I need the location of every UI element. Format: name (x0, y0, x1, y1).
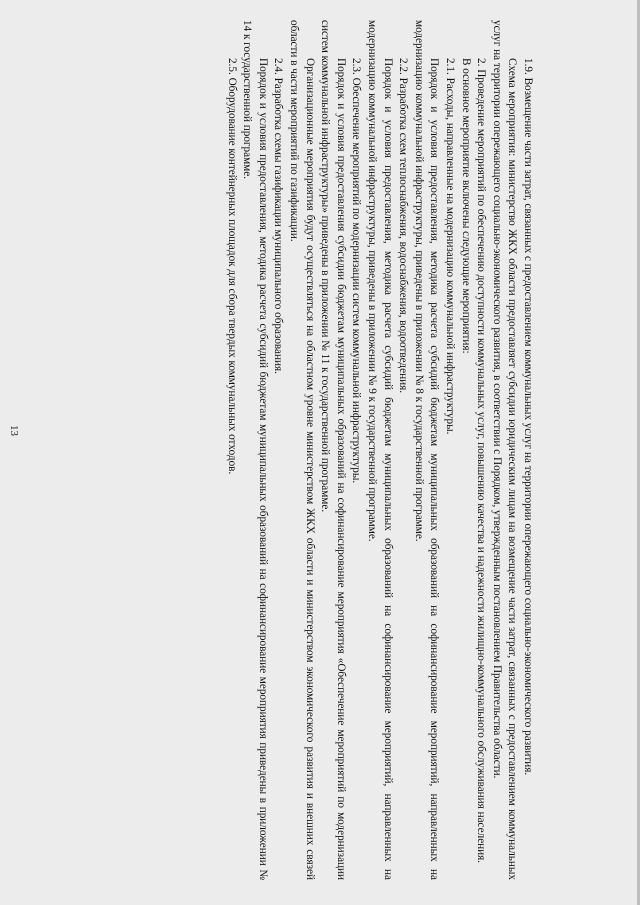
paragraph-2-4-procedure: Порядок и условия предоставления, методика расчета субсидий бюджетам муниципальных образований на софинансирование мероприятия приведены в приложении № 14 к государственной программе. (241, 20, 269, 880)
paragraph-2-5-title: 2.5. Оборудование контейнерных площадок для сбора твердых коммунальных отходов. (225, 58, 238, 475)
paragraph-organizational: Организационные мероприятия будут осуществляться на областном уровне министерством ЖКХ области и министерством экономического развития и внешних связей области в части мероприятий по газификации. (288, 20, 316, 880)
paragraph-1-9-title: 1.9. Возмещение части затрат, связанных с предоставлением коммунальных услуг на территории опережающего социально-экономического развития. (522, 58, 534, 776)
paragraph-1-9-scheme: Схема мероприятия: министерство ЖКХ области предоставляет субсидии юридическим лицам на возмещение части затрат, связанных с предоставлением коммунальных услуг на территории опережающего социально-экономического развития, в соответствии с Порядком, утвержденным постановлением Правительства области. (490, 20, 519, 880)
paragraph-2-intro: В основное мероприятие включены следующие мероприятия: (459, 58, 472, 354)
paragraph-2-1-procedure: Порядок и условия предоставления, методика расчета субсидий бюджетам муниципальных образований на софинансирование мероприятий, направленных на модернизацию коммунальной инфраструктуры, приведены в приложении № 8 к государственной программе. (412, 20, 441, 880)
paragraph-2-3-title: 2.3. Обеспечение мероприятий по модернизации систем коммунальной инфраструктуры. (350, 58, 363, 484)
paragraph-2-2-title: 2.2. Разработка схем теплоснабжения, водоснабжения, водоотведения. (397, 58, 410, 394)
paragraph-2-1-title: 2.1. Расходы, направленные на модернизацию коммунальной инфраструктуры. (444, 58, 457, 435)
paragraph-2-2-procedure: Порядок и условия предоставления, методика расчета субсидий бюджетам муниципальных образований на софинансирование мероприятий, направленных на модернизацию коммунальной инфраструктуры, приведены в приложении № 9 к государственной программе. (366, 20, 394, 880)
paragraph-2-4-title: 2.4. Разработка схемы газификации муниципального образования. (272, 58, 285, 374)
paragraph-2-3-procedure: Порядок и условия предоставления субсидии бюджетам муниципальных образований на софинансирование мероприятия «Обеспечение мероприятий по модернизации систем коммунальной инфраструктуры» приведены в приложении № 11 к государственной программе. (319, 20, 347, 880)
paragraph-2-title: 2. Проведение мероприятий по обеспечению доступности коммунальных услуг, повышению качества и надежности жилищно-коммунального обслуживания населения. (475, 58, 488, 864)
document-body (223, 20, 535, 880)
page-number: 13 (8, 425, 20, 436)
